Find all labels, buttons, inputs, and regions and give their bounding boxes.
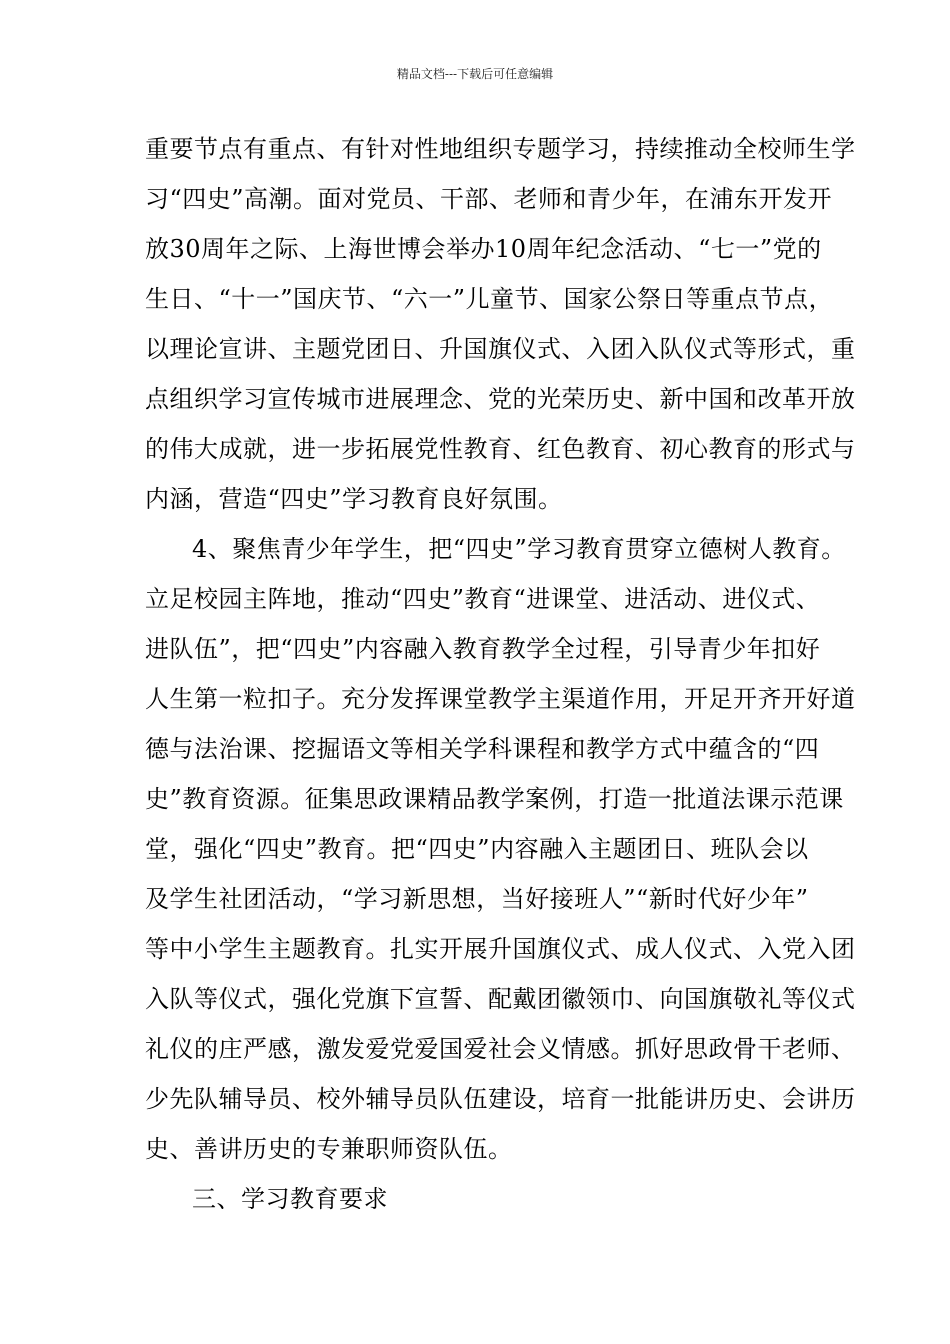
- text-line: 以理论宣讲、主题党团日、升国旗仪式、入团入队仪式等形式，重: [145, 335, 856, 363]
- document-body: [145, 124, 856, 1224]
- text-line: 等中小学生主题教育。扎实开展升国旗仪式、成人仪式、入党入团: [145, 935, 856, 963]
- text-line: 堂，强化“四史”教育。把“四史”内容融入主题团日、班队会以: [145, 835, 809, 863]
- text-line: 生日、“十一”国庆节、“六一”儿童节、国家公祭日等重点节点，: [145, 285, 834, 313]
- text-line: 少先队辅导员、校外辅导员队伍建设，培育一批能讲历史、会讲历: [145, 1085, 856, 1113]
- text-line: 入队等仪式，强化党旗下宣誓、配戴团徽领巾、向国旗敬礼等仪式: [145, 985, 856, 1013]
- text-line: 史”教育资源。征集思政课精品教学案例，打造一批道法课示范课: [145, 785, 844, 813]
- page-header: 精品文档---下载后可任意编辑: [396, 67, 554, 81]
- text-line: 人生第一粒扣子。充分发挥课堂教学主渠道作用，开足开齐开好道: [145, 685, 856, 713]
- text-line: 习“四史”高潮。面对党员、干部、老师和青少年，在浦东开发开: [145, 185, 833, 213]
- text-line: 放30周年之际、上海世博会举办10周年纪念活动、“七一”党的: [145, 235, 822, 263]
- text-line: 进队伍”，把“四史”内容融入教育教学全过程，引导青少年扣好: [145, 635, 821, 663]
- text-line: 立足校园主阵地，推动“四史”教育“进课堂、进活动、进仪式、: [145, 585, 821, 613]
- paragraph-start-line: 4、聚焦青少年学生，把“四史”学习教育贯穿立德树人教育。: [192, 535, 846, 563]
- text-line: 点组织学习宣传城市进展理念、党的光荣历史、新中国和改革开放: [145, 385, 856, 413]
- text-line: 的伟大成就，进一步拓展党性教育、红色教育、初心教育的形式与: [145, 435, 856, 463]
- text-line: 礼仪的庄严感，激发爱党爱国爱社会义情感。抓好思政骨干老师、: [145, 1035, 856, 1063]
- text-line: 重要节点有重点、有针对性地组织专题学习，持续推动全校师生学: [145, 135, 856, 163]
- text-line: 史、善讲历史的专兼职师资队伍。: [145, 1135, 513, 1163]
- text-line: 内涵，营造“四史”学习教育良好氛围。: [145, 485, 563, 513]
- section-heading: 三、学习教育要求: [192, 1185, 388, 1213]
- text-line: 及学生社团活动，“学习新思想，当好接班人”“新时代好少年”: [145, 885, 809, 913]
- text-line: 德与法治课、挖掘语文等相关学科课程和教学方式中蕴含的“四: [145, 735, 820, 763]
